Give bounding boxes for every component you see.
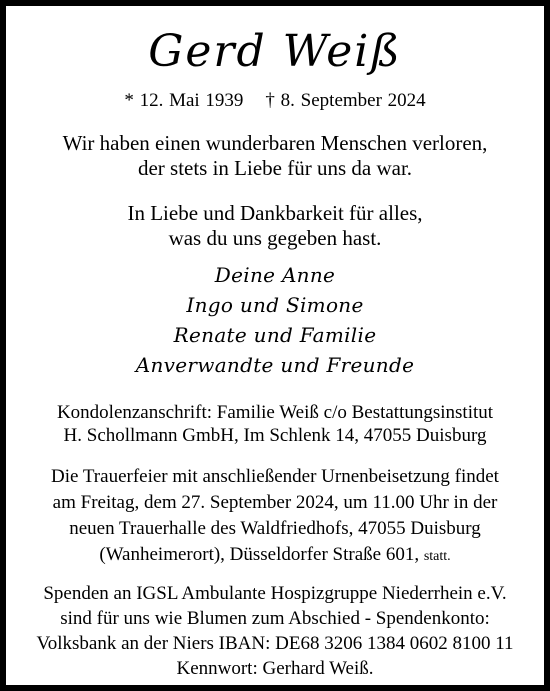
donation-line: Spenden an IGSL Ambulante Hospizgruppe Niederrhein e.V. — [43, 583, 507, 604]
message-line: der stets in Liebe für uns da war. — [137, 156, 413, 180]
condolence-line: H. Schollmann GmbH, Im Schlenk 14, 47055 Duisburg — [63, 425, 487, 446]
funeral-line-last — [6, 542, 544, 569]
deceased-name: Gerd Weiß — [148, 26, 402, 77]
birth-date: * 12. Mai 1939 — [124, 90, 244, 111]
message-line: Wir haben einen wunderbaren Menschen verloren, — [62, 131, 488, 155]
mourner: Anverwandte und Freunde — [135, 353, 415, 377]
funeral-line: am Freitag, dem 27. September 2024, um 11.00 Uhr in der — [52, 492, 498, 513]
donation-line: sind für uns wie Blumen zum Abschied - Spendenkonto: — [60, 608, 490, 629]
funeral-line: Die Trauerfeier mit anschließender Urnenbeisetzung findet — [51, 466, 499, 487]
donation-line: Volksbank an der Niers IBAN: DE68 3206 1384 0602 8100 11 — [36, 633, 514, 654]
message-line: was du uns gegeben hast. — [168, 226, 382, 250]
death-date: † 8. September 2024 — [265, 90, 426, 111]
life-dates — [6, 89, 544, 113]
condolence-line: Kondolenzanschrift: Familie Weiß c/o Bestattungsinstitut — [56, 402, 494, 423]
donation-line: Kennwort: Gerhard Weiß. — [176, 658, 374, 679]
funeral-line: (Wanheimerort), Düsseldorfer Straße 601, — [99, 544, 420, 565]
mourner: Ingo und Simone — [186, 293, 364, 317]
mourner: Renate und Familie — [173, 323, 377, 347]
message-line: In Liebe und Dankbarkeit für alles, — [127, 201, 423, 225]
funeral-line: neuen Trauerhalle des Waldfriedhofs, 47055 Duisburg — [69, 518, 481, 539]
mourner: Deine Anne — [214, 263, 336, 287]
funeral-last-word: statt. — [423, 549, 451, 564]
